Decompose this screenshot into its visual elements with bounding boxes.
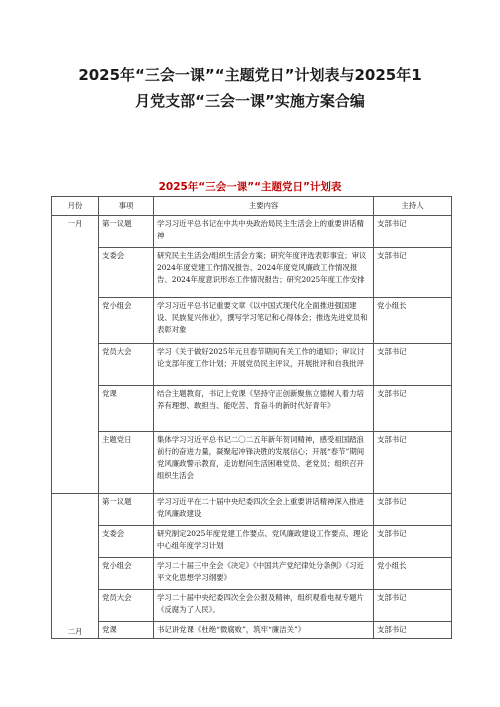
item-cell: 主题党日	[99, 432, 154, 494]
item-cell: 党员大会	[99, 344, 154, 386]
table-row	[52, 526, 452, 558]
content-cell: 学习《关于做好2025年元旦春节期间有关工作的通知》；审议讨论支部年度工作计划；开展党员民主评议，开展批评和自我批评	[154, 344, 374, 386]
table-row	[52, 432, 452, 494]
month-cell-january: 一月	[52, 216, 99, 494]
table-title: 2025年“三会一课”“主题党日”计划表	[158, 181, 342, 193]
item-cell: 第一议题	[99, 494, 154, 526]
table-row	[52, 558, 452, 590]
plan-table	[51, 196, 452, 639]
header-content: 主要内容	[154, 197, 374, 216]
item-cell: 党课	[99, 386, 154, 432]
table-row	[52, 216, 452, 248]
table-row	[52, 344, 452, 386]
content-cell: 学习习近平总书记重要文章《以中国式现代化全面推进强国建设、民族复兴伟业》，撰写学习笔记和心得体会；推选先进党员和表彰对象	[154, 298, 374, 344]
host-cell: 党小组长	[374, 558, 452, 590]
content-cell: 学习习近平在二十届中央纪委四次全会上重要讲话精神深入推进党风廉政建设	[154, 494, 374, 526]
month-cell-february: 二月	[52, 494, 99, 639]
host-cell: 党小组长	[374, 298, 452, 344]
table-row	[52, 494, 452, 526]
item-cell: 支委会	[99, 248, 154, 298]
header-host: 主持人	[374, 197, 452, 216]
content-cell: 学习二十届三中全会《决定》《中国共产党纪律处分条例》《习近平文化思想学习纲要》	[154, 558, 374, 590]
host-cell: 支部书记	[374, 590, 452, 622]
table-row	[52, 590, 452, 622]
content-cell: 书记讲党课《杜绝“微腐败”，筑牢“廉洁关”》	[154, 622, 374, 639]
host-cell: 支部书记	[374, 386, 452, 432]
header-item: 事项	[99, 197, 154, 216]
host-cell: 支部书记	[374, 216, 452, 248]
content-cell: 学习二十届中央纪委四次全会公报及精神，组织观看电视专题片《反腐为了人民》。	[154, 590, 374, 622]
item-cell: 支委会	[99, 526, 154, 558]
table-row	[52, 298, 452, 344]
content-cell: 集体学习习近平总书记二〇二五年新年贺词精神，感受祖国踏浪前行的奋进力量，凝聚起冲锋决胜的发展信心；开展“春节”期间党风廉政警示教育，走访慰问生活困难党员、老党员；组织召开组织生活会	[154, 432, 374, 494]
table-row	[52, 386, 452, 432]
item-cell: 党课	[99, 622, 154, 639]
content-cell: 研究制定2025年度党建工作要点、党风廉政建设工作要点、理论中心组年度学习计划	[154, 526, 374, 558]
table-header-row	[52, 197, 452, 216]
item-cell: 第一议题	[99, 216, 154, 248]
host-cell: 支部书记	[374, 344, 452, 386]
table-row	[52, 622, 452, 639]
document-title-line-2: 月党支部“三会一课”实施方案合编	[135, 92, 365, 110]
item-cell: 党小组会	[99, 298, 154, 344]
host-cell: 支部书记	[374, 432, 452, 494]
document-title	[40, 62, 460, 114]
host-cell: 支部书记	[374, 494, 452, 526]
item-cell: 党员大会	[99, 590, 154, 622]
item-cell: 党小组会	[99, 558, 154, 590]
document-title-line-1: 2025年“三会一课”“主题党日”计划表与2025年1	[78, 66, 422, 84]
content-cell: 研究民主生活会/组织生活会方案；研究年度评选表彰事宜；审议2024年度党建工作情况报告、2024年度党风廉政工作情况报告、2024年度意识形态工作情况报告；研究2025年度工作安排	[154, 248, 374, 298]
host-cell: 支部书记	[374, 248, 452, 298]
table-row	[52, 248, 452, 298]
content-cell: 结合主题教育，书记上党课《坚持守正创新聚焦立德树人着力培养有理想、敢担当、能吃苦、肯奋斗的新时代好青年》	[154, 386, 374, 432]
content-cell: 学习习近平总书记在中共中央政治局民主生活会上的重要讲话精神	[154, 216, 374, 248]
host-cell: 支部书记	[374, 622, 452, 639]
host-cell: 支部书记	[374, 526, 452, 558]
header-month: 月份	[52, 197, 99, 216]
